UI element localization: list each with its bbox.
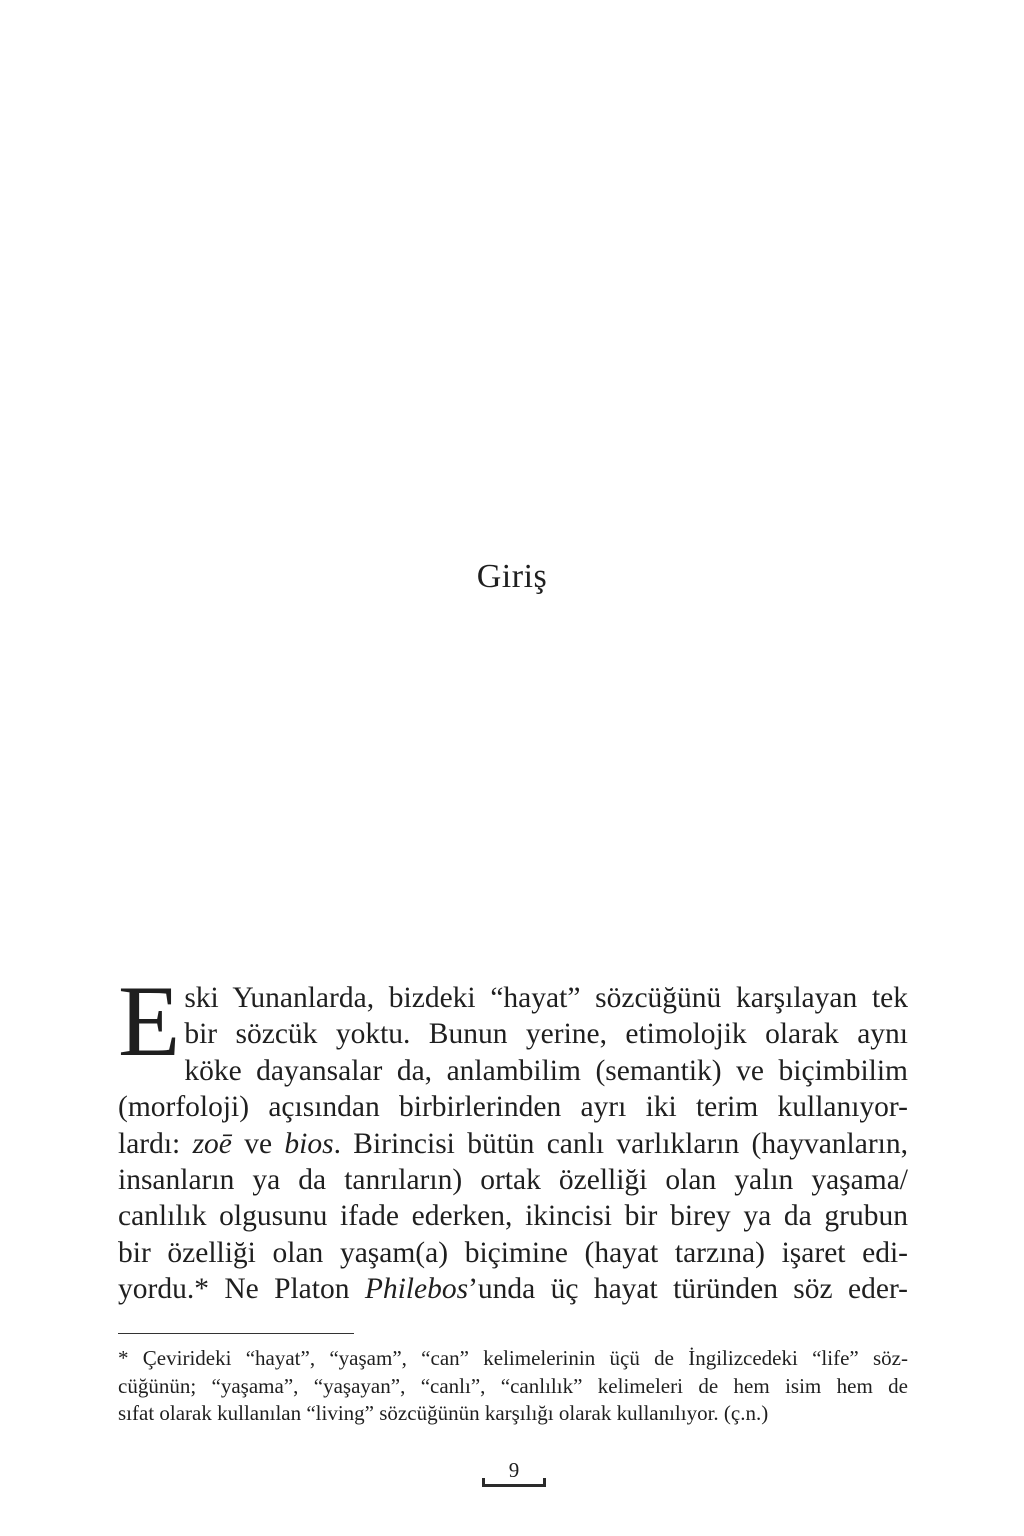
page-number-tick-right xyxy=(543,1478,546,1487)
page-number-underline xyxy=(482,1484,546,1487)
footnote-line-3: sıfat olarak kullanılan “living” sözcüğünün karşılığı olarak kullanılıyor. (ç.n.) xyxy=(118,1401,769,1425)
term-bios: bios xyxy=(284,1127,334,1160)
page-number: 9 xyxy=(508,1458,520,1482)
term-zoe: zoē xyxy=(192,1127,232,1160)
page-number-block xyxy=(482,1458,546,1488)
body-line-5 xyxy=(118,1126,908,1162)
body-line-7: canlılık olgusunu ifade ederken, ikincisi bir birey ya da grubun xyxy=(118,1200,908,1233)
footnote-line-1: * Çevirideki “hayat”, “yaşam”, “can” kelimelerinin üçü de İngilizcedeki “life” söz- xyxy=(118,1346,908,1370)
body-line-5-pre: lardı: xyxy=(118,1127,193,1160)
body-line-8: bir özelliği olan yaşam(a) biçimine (hayat tarzına) işaret edi- xyxy=(118,1236,908,1269)
body-line-2: bir sözcük yoktu. Bunun yerine, etimolojik olarak aynı xyxy=(184,1018,908,1051)
body-line-1: ski Yunanlarda, bizdeki “hayat” sözcüğünü karşılayan tek xyxy=(184,982,908,1014)
footnote-line-2: cüğünün; “yaşama”, “yaşayan”, “canlı”, “canlılık” kelimeleri de hem isim hem de xyxy=(118,1373,908,1398)
body-line-4: (morfoloji) açısından birbirlerinden ayrı iki terim kullanıyor- xyxy=(118,1091,908,1124)
body-line-9-post: ’unda üç hayat türünden söz eder- xyxy=(468,1273,908,1306)
drop-cap: E xyxy=(118,965,181,1078)
work-title-philebos: Philebos xyxy=(364,1273,469,1306)
body-line-5-post: . Birincisi bütün canlı varlıkların (hayvanların, xyxy=(333,1127,908,1160)
chapter-title: Giriş xyxy=(476,558,548,595)
footnote xyxy=(118,1345,908,1428)
body-line-6: insanların ya da tanrıların) ortak özelliği olan yalın yaşama/ xyxy=(118,1164,908,1197)
body-line-3: köke dayansalar da, anlambilim (semantik) ve biçimbilim xyxy=(184,1054,908,1087)
body-line-9-pre: yordu.* Ne Platon xyxy=(118,1273,365,1306)
body-paragraph xyxy=(118,965,908,1308)
body-line-5-mid: ve xyxy=(231,1127,285,1160)
page-number-tick-left xyxy=(482,1478,485,1487)
body-line-9 xyxy=(118,1271,908,1307)
footnote-divider xyxy=(118,1333,354,1334)
